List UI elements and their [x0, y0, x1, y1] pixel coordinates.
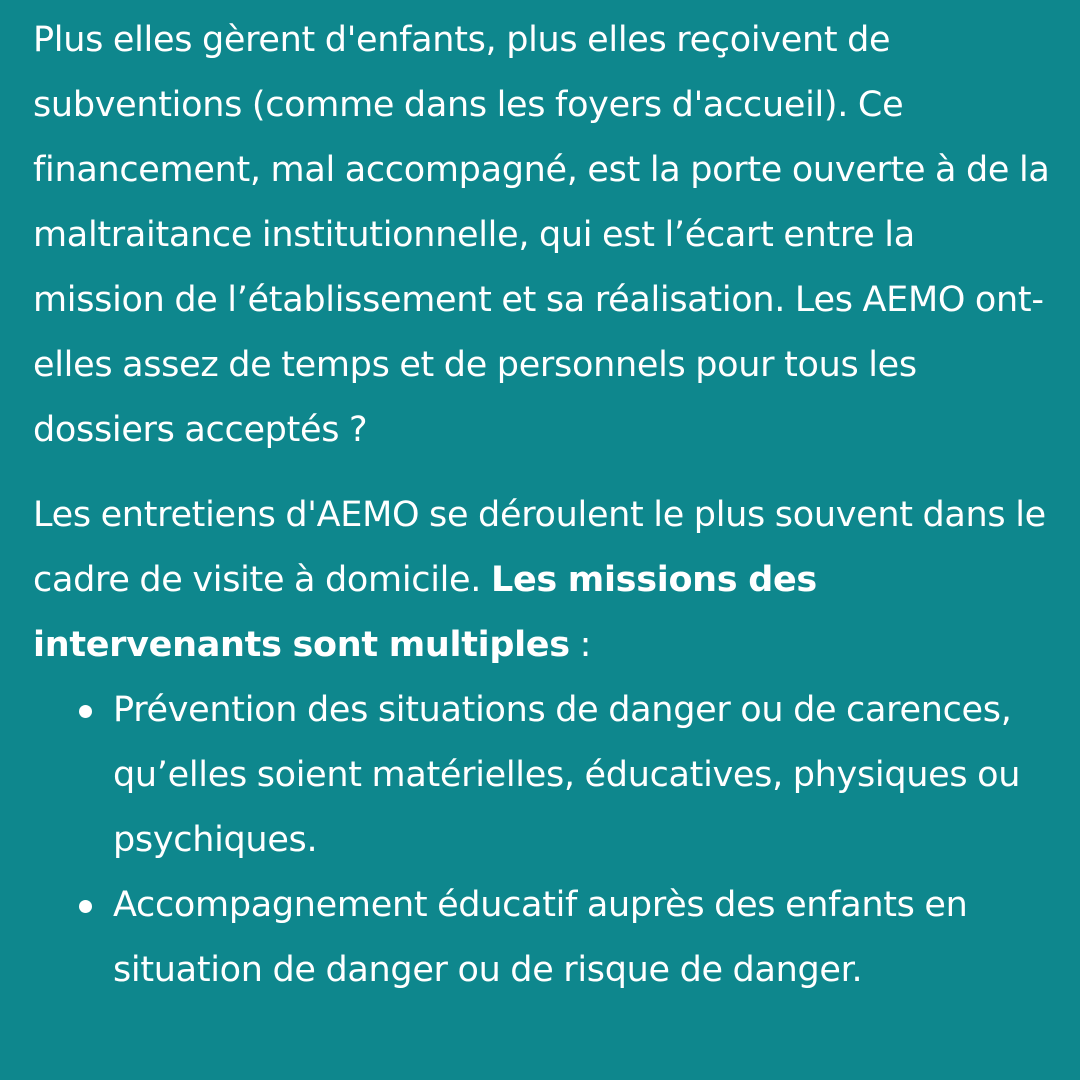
list-item [113, 873, 1050, 1003]
paragraph-funding: Plus elles gèrent d'enfants, plus elles reçoivent de subventions (comme dans les foyers d'accueil). Ce financement, mal accompagné, est la porte ouverte à de la maltraitance institutionnelle, qui est l’écart entre la mission de l’établissement et sa réalisation. Les AEMO ont-elles assez de temps et de personnels pour tous les dossiers acceptés ? [33, 20, 1050, 450]
paragraph-missions [33, 483, 1050, 678]
list-item [113, 678, 1050, 873]
list-item-text: Prévention des situations de danger ou de carences, qu’elles soient matérielles, éducatives, physiques ou psychiques. [113, 690, 1021, 860]
missions-emphasis-text: Les missions des intervenants sont multiples [33, 560, 817, 665]
missions-intro-text: Les entretiens d'AEMO se déroulent le plus souvent dans le cadre de visite à domicile. [33, 495, 1046, 600]
bullet-dot-icon [79, 900, 92, 913]
bullet-dot-icon [79, 705, 92, 718]
missions-list [33, 678, 1050, 1003]
list-item-text: Accompagnement éducatif auprès des enfants en situation de danger ou de risque de danger. [113, 885, 968, 990]
missions-suffix-text: : [569, 625, 592, 665]
